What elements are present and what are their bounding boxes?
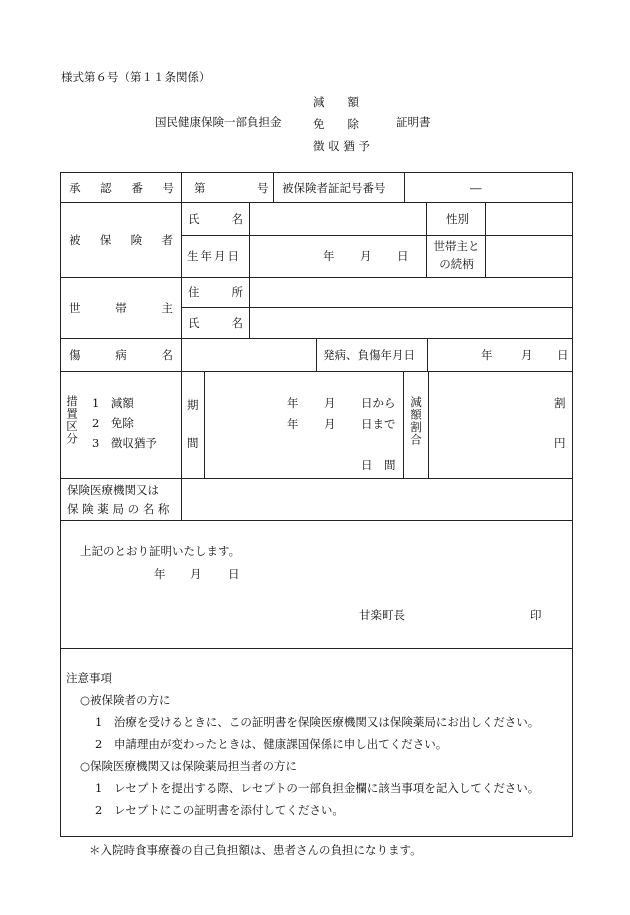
birthdate-label: 生年月日 [187,249,241,263]
insured-name-label: 氏 名 [188,211,243,226]
birth-day-unit: 日 [397,249,409,263]
title-options [313,91,370,157]
approval-dai: 第 [194,180,206,195]
cert-day-unit: 日 [228,567,240,581]
period-from-month: 月 [324,396,336,410]
onset-date-label: 発病、負傷年月日 [323,347,415,362]
title-prefix: 国民健康保険一部負担金 [155,115,282,129]
approval-go: 号 [257,180,269,195]
householder-name-label: 氏 名 [188,315,243,330]
notes-title: 注意事項 [66,671,112,685]
card-number-dash: ― [470,180,482,195]
approval-number-label: 承 認 番 号 [69,180,174,195]
period-days: 日 間 [361,458,396,472]
notes-insured-item-1: 1 治療を受けるときに、この証明書を保険医療機関又は保険薬局にお出しください。 [95,715,540,729]
certificate-form [60,172,573,837]
cert-month-unit: 月 [190,567,202,581]
notes-insured-item-2: 2 申請理由が変わったときは、健康課国保係に申し出てください。 [95,737,448,751]
seal-mark: 印 [530,608,542,622]
title-option-exemption: 免 除 [313,117,359,131]
onset-year-unit: 年 [481,347,493,362]
notes-institution-item-2: 2 レセプトにこの証明書を添付してください。 [95,803,344,817]
householder-label: 世 帯 主 [69,300,173,315]
birth-month-unit: 月 [360,249,372,263]
footnote: ＊入院時食事療養の自己負担額は、患者さんの負担になります。 [89,843,422,857]
period-to-year: 年 [287,417,299,431]
period-to-month: 月 [324,417,336,431]
notes-section-institution: ○保険医療機関又は保険薬局担当者の方に [80,759,298,773]
period-label-ki: 期 [187,398,199,412]
onset-month-unit: 月 [521,347,533,362]
title-option-reduction: 減 額 [313,95,359,109]
measure-options [92,393,157,453]
cert-year-unit: 年 [154,567,166,581]
institution-name-label: 保険医療機関又は 保 険 薬 局 の 名 称 [67,483,170,516]
title-suffix: 証明書 [396,115,431,129]
measure-option-deferral: 3 徴収猶予 [92,436,157,450]
period-from-year: 年 [287,396,299,410]
notes-section-insured: ○被保険者の方に [80,693,171,707]
issuer-name: 甘楽町長 [359,608,405,622]
reduction-rate-label: 減額割合 [409,396,423,446]
period-from-day: 日から [361,396,396,410]
certification-statement: 上記のとおり証明いたします。 [80,544,241,558]
notes-institution-item-1: 1 レセプトを提出する際、レセプトの一部負担金欄に該当事項を記入してください。 [95,781,540,795]
birth-year-unit: 年 [323,249,335,263]
disease-name-label: 傷 病 名 [69,347,173,362]
onset-day-unit: 日 [557,347,569,362]
period-to-day: 日まで [361,417,396,431]
period-label-kan: 間 [187,436,199,450]
insured-card-number-label: 被保険者証記号番号 [282,180,386,195]
measure-category-label: 措置区分 [65,395,79,445]
measure-option-reduction: 1 減額 [92,396,134,410]
insured-person-label: 被 保 険 者 [69,232,173,247]
relation-label: 世帯主と の続柄 [433,239,480,271]
sex-label: 性別 [446,211,469,226]
householder-address-label: 住 所 [188,285,243,299]
rate-en-unit: 円 [554,436,566,450]
form-number: 様式第６号（第１１条関係） [61,70,211,84]
measure-option-exemption: 2 免除 [92,416,134,430]
title-option-deferral: 徴 収 猶 予 [313,139,370,153]
rate-wari-unit: 割 [554,396,566,410]
